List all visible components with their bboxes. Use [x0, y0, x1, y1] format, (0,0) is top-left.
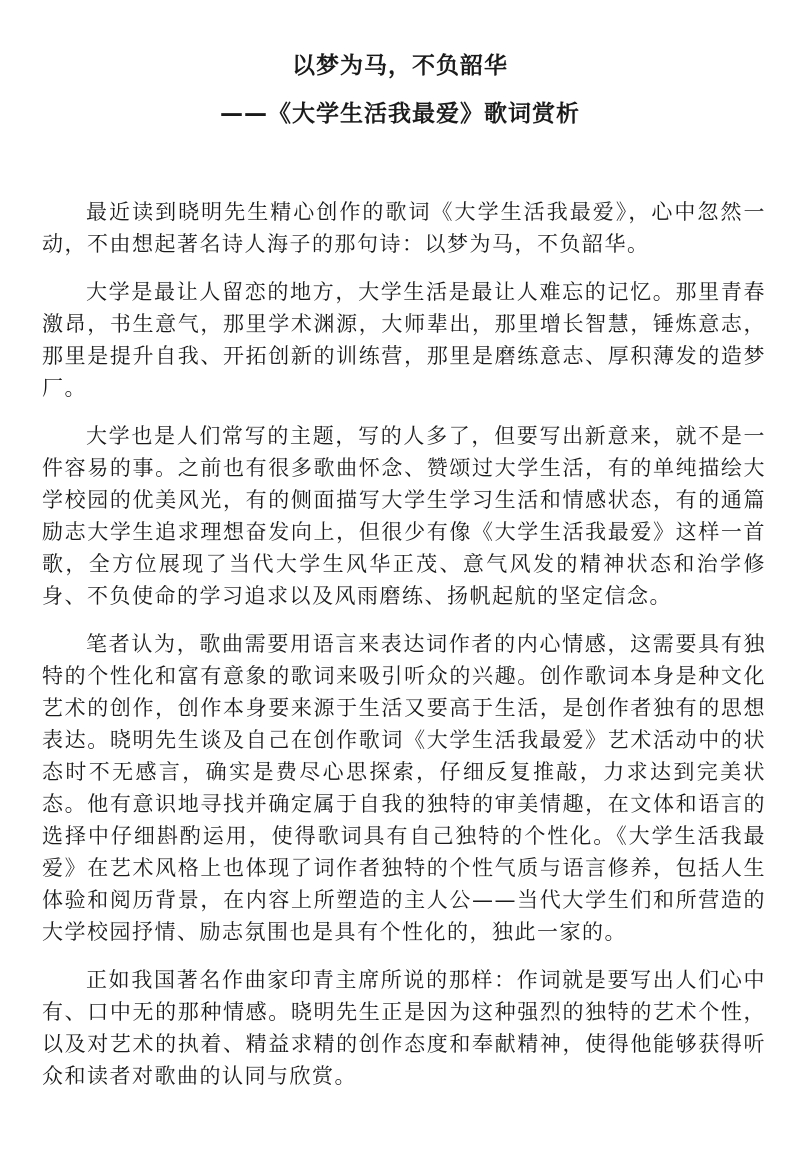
paragraph-3: 大学也是人们常写的主题，写的人多了，但要写出新意来，就不是一件容易的事。之前也有很多歌曲怀念、赞颂过大学生活，有的单纯描绘大学校园的优美风光，有的侧面描写大学生学习生活和情感状态，有的通篇励志大学生追求理想奋发向上，但很少有像《大学生活我最爱》这样一首歌，全方位展现了当代大学生风华正茂、意气风发的精神状态和治学修身、不负使命的学习追求以及风雨磨练、扬帆起航的坚定信念。 — [42, 424, 766, 608]
paragraph-2: 大学是最让人留恋的地方，大学生活是最让人难忘的记忆。那里青春激昂，书生意气，那里学术渊源，大师辈出，那里增长智慧，锤炼意志，那里是提升自我、开拓创新的训练营，那里是磨练意志、厚积薄发的造梦厂。 — [42, 280, 766, 400]
paragraph-5: 正如我国著名作曲家印青主席所说的那样：作词就是要写出人们心中有、口中无的那种情感。晓明先生正是因为这种强烈的独特的艺术个性，以及对艺术的执着、精益求精的创作态度和奉献精神，使得他能够获得听众和读者对歌曲的认同与欣赏。 — [42, 968, 766, 1088]
document-subtitle: ——《大学生活我最爱》歌词赏析 — [220, 101, 580, 127]
document-title: 以梦为马，不负韶华 — [292, 53, 508, 79]
document-body — [42, 196, 766, 1108]
paragraph-1: 最近读到晓明先生精心创作的歌词《大学生活我最爱》，心中忽然一动，不由想起著名诗人海子的那句诗：以梦为马，不负韶华。 — [42, 200, 766, 256]
paragraph-4: 笔者认为，歌曲需要用语言来表达词作者的内心情感，这需要具有独特的个性化和富有意象的歌词来吸引听众的兴趣。创作歌词本身是种文化艺术的创作，创作本身要来源于生活又要高于生活，是创作者独有的思想表达。晓明先生谈及自己在创作歌词《大学生活我最爱》艺术活动中的状态时不无感言，确实是费尽心思探索，仔细反复推敲，力求达到完美状态。他有意识地寻找并确定属于自我的独特的审美情趣，在文体和语言的选择中仔细斟酌运用，使得歌词具有自己独特的个性化。《大学生活我最爱》在艺术风格上也体现了词作者独特的个性气质与语言修养，包括人生体验和阅历背景，在内容上所塑造的主人公——当代大学生们和所营造的大学校园抒情、励志氛围也是具有个性化的，独此一家的。 — [42, 632, 766, 944]
